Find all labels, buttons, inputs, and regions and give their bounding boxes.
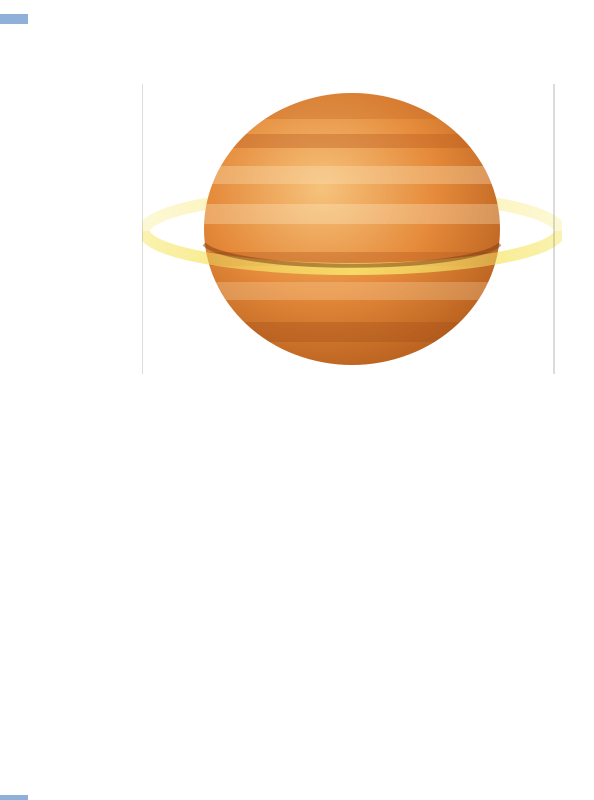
footer-accent-bar [0,795,28,800]
header-accent-bar [0,14,28,24]
saturn-illustration [142,84,562,374]
